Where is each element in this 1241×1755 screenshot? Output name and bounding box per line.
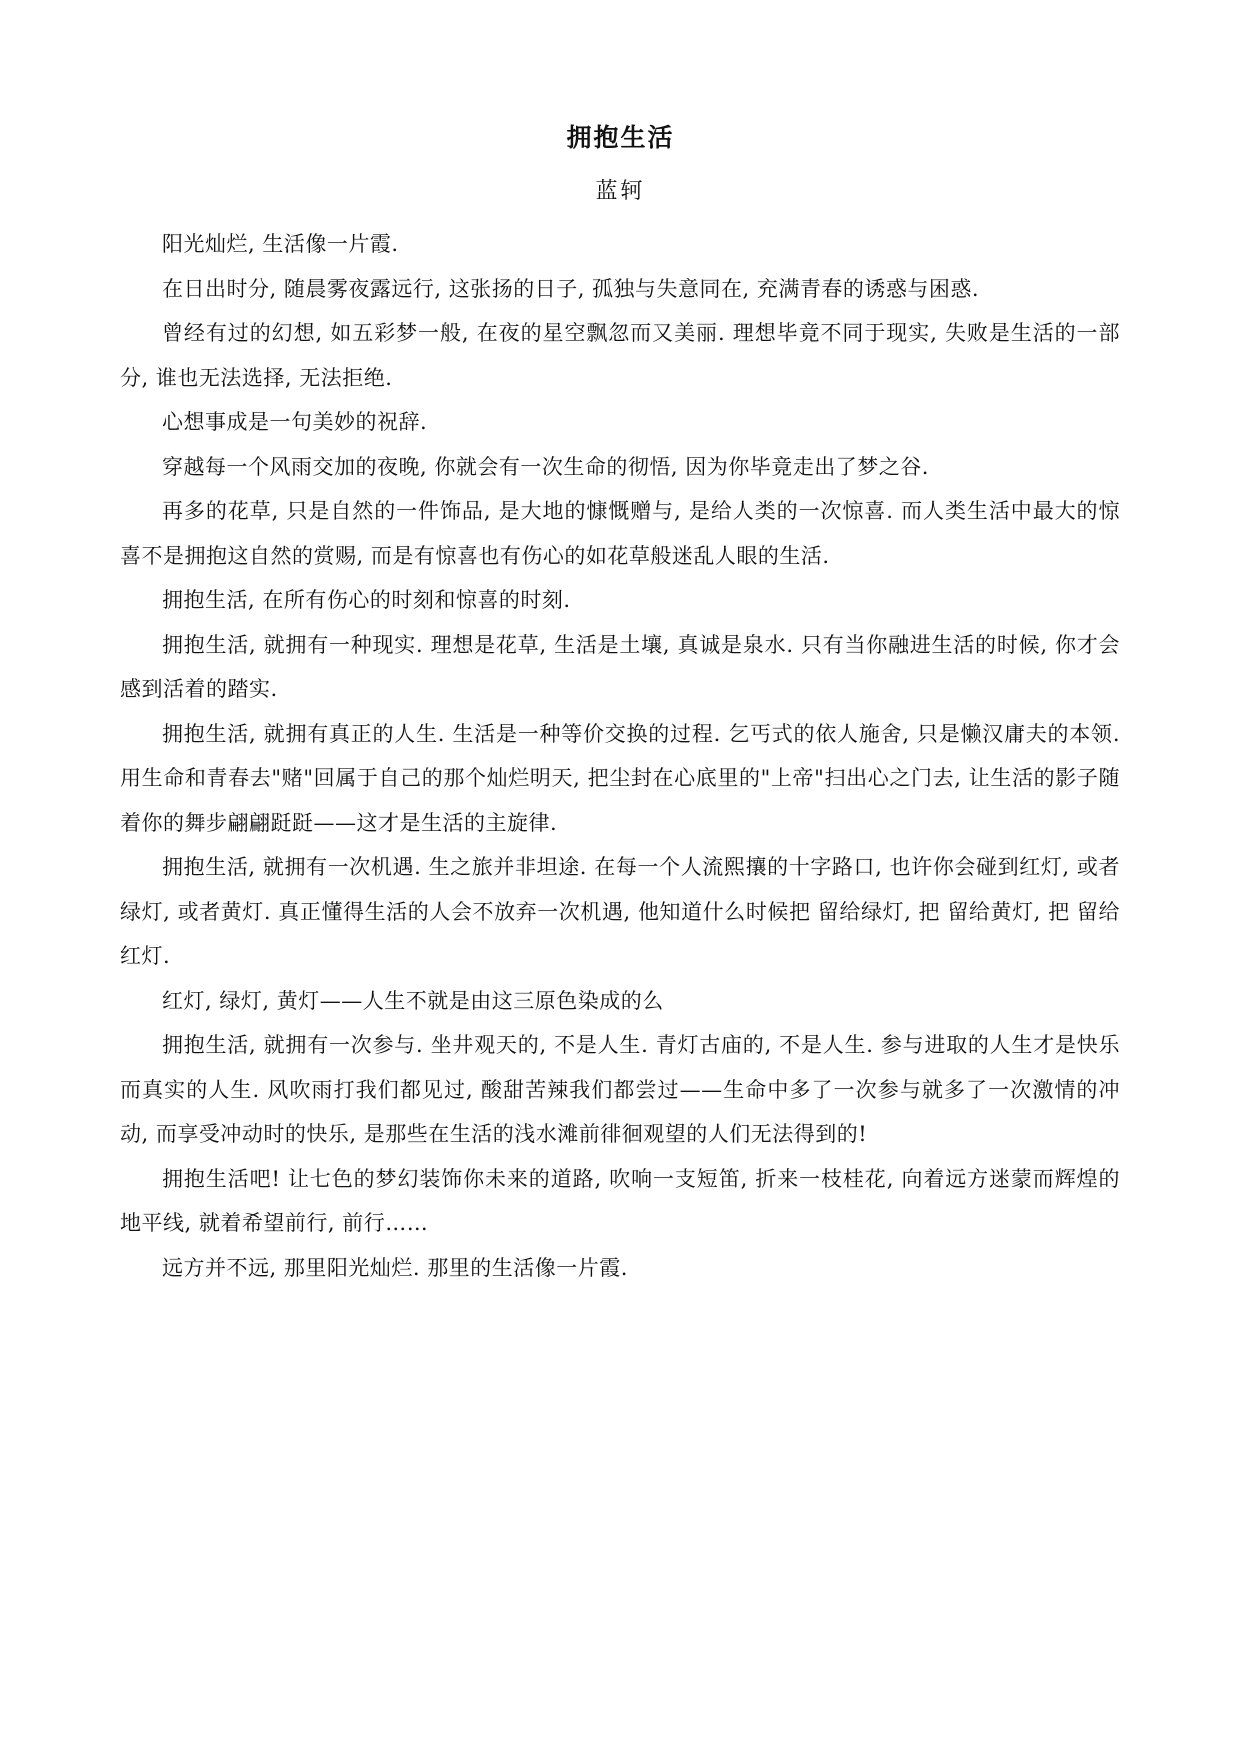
paragraph: 再多的花草, 只是自然的一件饰品, 是大地的慷慨赠与, 是给人类的一次惊喜. 而人类生活中最大的惊喜不是拥抱这自然的赏赐, 而是有惊喜也有伤心的如花草般迷乱人眼的生活. [120, 499, 1120, 568]
paragraph: 阳光灿烂, 生活像一片霞. [162, 232, 399, 256]
paragraph: 在日出时分, 随晨雾夜露远行, 这张扬的日子, 孤独与失意同在, 充满青春的诱惑与困惑. [162, 276, 980, 301]
paragraph: 拥抱生活, 就拥有一种现实. 理想是花草, 生活是土壤, 真诚是泉水. 只有当你融进生活的时候, 你才会感到活着的踏实. [120, 632, 1120, 701]
paragraph: 曾经有过的幻想, 如五彩梦一般, 在夜的星空飘忽而又美丽. 理想毕竟不同于现实, 失败是生活的一部分, 谁也无法选择, 无法拒绝. [120, 321, 1120, 390]
paragraph: 拥抱生活, 就拥有真正的人生. 生活是一种等价交换的过程. 乞丐式的依人施舍, 只是懒汉庸夫的本领. 用生命和青春去"赌"回属于自己的那个灿烂明天, 把尘封在心底里的"上帝"扫出心之门去, 让生活的影子随着你的舞步翩翩跹跹——这才是生活的主旋律. [120, 721, 1120, 835]
paragraph: 拥抱生活, 就拥有一次参与. 坐井观天的, 不是人生. 青灯古庙的, 不是人生. 参与进取的人生才是快乐而真实的人生. 风吹雨打我们都见过, 酸甜苦辣我们都尝过——生命中多了一次参与就多了一次激情的冲动, 而享受冲动时的快乐, 是那些在生活的浅水滩前徘徊观望的人们无法得到的! [120, 1033, 1120, 1146]
paragraph: 心想事成是一句美妙的祝辞. [162, 410, 428, 434]
paragraph: 远方并不远, 那里阳光灿烂. 那里的生活像一片霞. [162, 1255, 628, 1280]
paragraph: 拥抱生活, 就拥有一次机遇. 生之旅并非坦途. 在每一个人流熙攘的十字路口, 也许你会碰到红灯, 或者绿灯, 或者黄灯. 真正懂得生活的人会不放弃一次机遇, 他知道什么时候把 留给绿灯, 把 留给黄灯, 把 留给红灯. [120, 855, 1120, 968]
paragraph: 红灯, 绿灯, 黄灯——人生不就是由这三原色染成的么 [162, 988, 664, 1013]
document-body [120, 222, 1120, 1290]
document-author: 蓝轲 [595, 179, 646, 204]
paragraph: 拥抱生活, 在所有伤心的时刻和惊喜的时刻. [162, 588, 571, 612]
paragraph: 拥抱生活吧! 让七色的梦幻装饰你未来的道路, 吹响一支短笛, 折来一枝桂花, 向着远方迷蒙而辉煌的地平线, 就着希望前行, 前行…… [120, 1166, 1120, 1235]
document-title: 拥抱生活 [566, 123, 675, 152]
paragraph: 穿越每一个风雨交加的夜晚, 你就会有一次生命的彻悟, 因为你毕竟走出了梦之谷. [162, 454, 929, 479]
